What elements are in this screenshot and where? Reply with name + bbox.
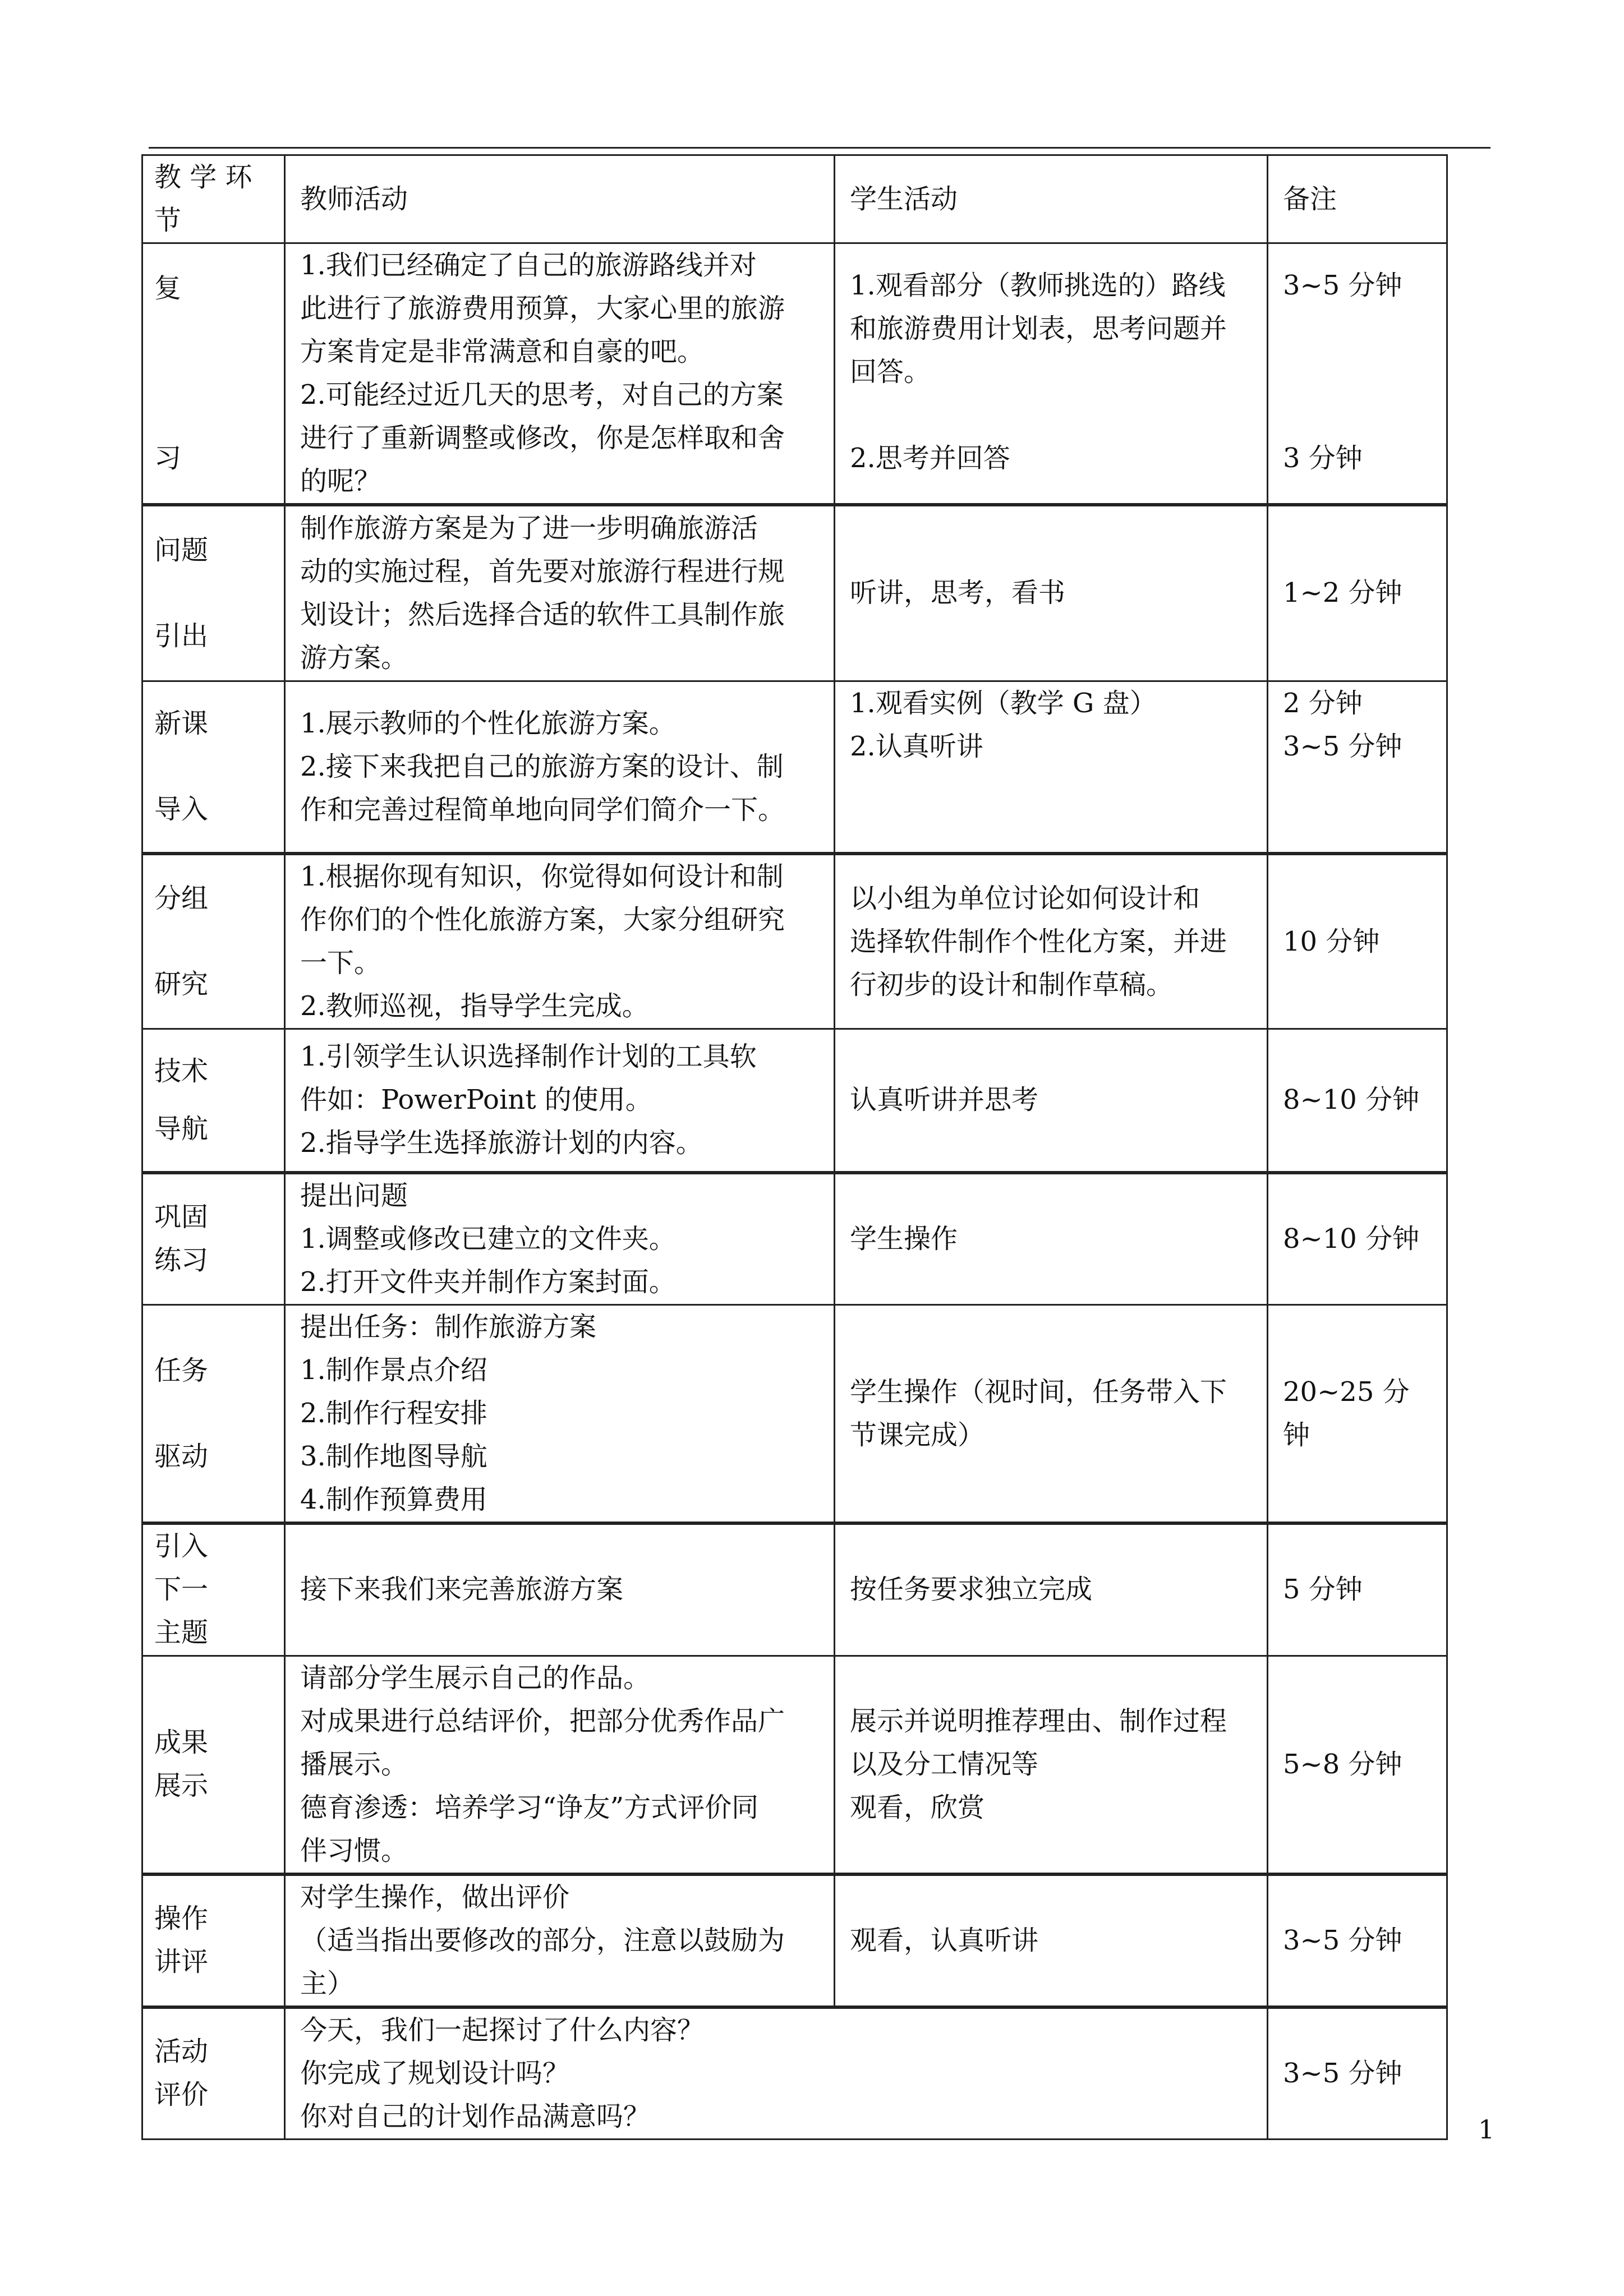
table-row — [142, 1305, 1447, 1524]
teacher-line: 播展示。 — [300, 1748, 408, 1780]
note-cell — [1268, 2007, 1447, 2140]
duration-text: 2 分钟 — [1283, 687, 1363, 719]
teacher-line: 你完成了规划设计吗？ — [300, 2057, 570, 2089]
header-student-cell — [835, 155, 1268, 243]
teacher-line: 德育渗透：培养学习“诤友”方式评价同 — [300, 1791, 759, 1823]
stage-label: 任务 — [154, 1354, 209, 1386]
stage-cell — [142, 1523, 285, 1656]
table-row — [142, 1874, 1447, 2007]
student-line: 认真听讲并思考 — [850, 1084, 1039, 1116]
teacher-cell — [285, 1874, 835, 2007]
stage-label: 评价 — [154, 2079, 209, 2111]
teacher-cell — [285, 854, 835, 1029]
teacher-line: 你对自己的计划作品满意吗？ — [300, 2100, 651, 2132]
teacher-cell — [285, 243, 835, 505]
teacher-line: （适当指出要修改的部分，注意以鼓励为 — [300, 1924, 785, 1956]
teacher-line: 1.制作景点介绍 — [300, 1354, 487, 1386]
duration-text: 1~2 分钟 — [1283, 577, 1402, 609]
student-line: 2.思考并回答 — [850, 442, 1010, 474]
stage-label: 导航 — [154, 1113, 209, 1145]
table-row — [142, 1029, 1447, 1173]
teacher-line: 1.根据你现有知识，你觉得如何设计和制 — [300, 861, 784, 892]
stage-label: 问题 — [154, 534, 209, 566]
teacher-line: 伴习惯。 — [300, 1834, 408, 1866]
teacher-line: 进行了重新调整或修改，你是怎样取和舍 — [300, 422, 785, 454]
header-student: 学生活动 — [850, 183, 958, 215]
teacher-line: 作和完善过程简单地向同学们简介一下。 — [300, 794, 785, 826]
stage-label: 练习 — [154, 1244, 209, 1276]
student-cell — [835, 505, 1268, 681]
teacher-line: 作你们的个性化旅游方案，大家分组研究 — [300, 904, 785, 935]
teacher-line: 游方案。 — [300, 642, 408, 674]
student-line: 学生操作 — [850, 1223, 958, 1255]
table-header-row — [142, 155, 1447, 243]
teacher-cell — [285, 1656, 835, 1874]
page-number: 1 — [1478, 2114, 1495, 2145]
teacher-line: 划设计；然后选择合适的软件工具制作旅 — [300, 598, 785, 630]
student-line: 行初步的设计和制作草稿。 — [850, 969, 1174, 1001]
duration-text: 3 分钟 — [1283, 442, 1363, 474]
stage-label: 成果 — [154, 1727, 209, 1758]
teacher-line: 2.指导学生选择旅游计划的内容。 — [300, 1127, 703, 1159]
table-row — [142, 854, 1447, 1029]
teacher-line: 方案肯定是非常满意和自豪的吧。 — [300, 336, 705, 367]
stage-label: 导入 — [154, 794, 209, 826]
teacher-line: 1.调整或修改已建立的文件夹。 — [300, 1223, 676, 1255]
stage-label: 研究 — [154, 969, 209, 1000]
student-line: 节课完成） — [850, 1419, 985, 1451]
stage-label: 引出 — [154, 620, 209, 652]
student-line: 观看，认真听讲 — [850, 1924, 1039, 1956]
stage-cell — [142, 1305, 285, 1524]
note-cell — [1268, 854, 1447, 1029]
note-cell — [1268, 1029, 1447, 1173]
table-row — [142, 681, 1447, 854]
note-cell — [1268, 505, 1447, 681]
duration-text: 3~5 分钟 — [1283, 730, 1402, 762]
stage-label: 技术 — [154, 1055, 209, 1087]
stage-label: 驱动 — [154, 1440, 209, 1472]
stage-cell — [142, 243, 285, 505]
stage-cell — [142, 1173, 285, 1305]
stage-label: 活动 — [154, 2036, 209, 2068]
table-row — [142, 2007, 1447, 2140]
teacher-line: 提出任务：制作旅游方案 — [300, 1311, 597, 1343]
student-line: 学生操作（视时间，任务带入下 — [850, 1376, 1227, 1408]
teacher-line: 动的实施过程，首先要对旅游行程进行规 — [300, 555, 785, 587]
duration-text: 8~10 分钟 — [1283, 1084, 1420, 1116]
table-row — [142, 1173, 1447, 1305]
note-cell — [1268, 1656, 1447, 1874]
note-cell — [1268, 243, 1447, 505]
stage-label: 主题 — [154, 1617, 209, 1649]
duration-text: 3~5 分钟 — [1283, 270, 1402, 301]
stage-label: 展示 — [154, 1770, 209, 1801]
teacher-line: 提出问题 — [300, 1179, 408, 1211]
header-teacher: 教师活动 — [300, 183, 408, 215]
header-note: 备注 — [1283, 183, 1337, 215]
stage-label: 复 — [154, 273, 182, 304]
student-cell — [835, 1523, 1268, 1656]
teacher-cell — [285, 1523, 835, 1656]
duration-text: 10 分钟 — [1283, 925, 1380, 957]
duration-text: 3~5 分钟 — [1283, 1924, 1402, 1956]
stage-cell — [142, 1874, 285, 2007]
teacher-line: 2.教师巡视，指导学生完成。 — [300, 990, 649, 1022]
teacher-line: 主） — [300, 1967, 355, 1999]
student-line: 选择软件制作个性化方案，并进 — [850, 925, 1227, 957]
teacher-line: 此进行了旅游费用预算，大家心里的旅游 — [300, 293, 785, 324]
student-line: 1.观看部分（教师挑选的）路线 — [850, 270, 1226, 301]
stage-label: 下一 — [154, 1574, 209, 1606]
teacher-line: 2.接下来我把自己的旅游方案的设计、制 — [300, 750, 784, 782]
student-line: 以及分工情况等 — [850, 1748, 1039, 1780]
stage-cell — [142, 681, 285, 854]
student-cell — [835, 243, 1268, 505]
teacher-line: 对成果进行总结评价，把部分优秀作品广 — [300, 1705, 785, 1737]
student-cell — [835, 681, 1268, 854]
teacher-line: 3.制作地图导航 — [300, 1441, 487, 1472]
teacher-cell — [285, 1305, 835, 1524]
student-line: 1.观看实例（教学 G 盘） — [850, 687, 1157, 719]
teacher-line: 一下。 — [300, 947, 381, 979]
student-cell — [835, 854, 1268, 1029]
teacher-line: 接下来我们来完善旅游方案 — [300, 1574, 624, 1606]
stage-label: 讲评 — [154, 1946, 209, 1977]
teacher-line: 今天，我们一起探讨了什么内容？ — [300, 2014, 705, 2046]
student-cell — [835, 1305, 1268, 1524]
teacher-line: 1.我们已经确定了自己的旅游路线并对 — [300, 250, 757, 281]
stage-label: 引入 — [154, 1530, 209, 1562]
student-line: 观看，欣赏 — [850, 1791, 985, 1823]
teacher-line: 制作旅游方案是为了进一步明确旅游活 — [300, 512, 758, 544]
header-note-cell — [1268, 155, 1447, 243]
student-cell — [835, 1656, 1268, 1874]
teacher-cell — [285, 2007, 1268, 2140]
duration-text: 5~8 分钟 — [1283, 1748, 1402, 1780]
table-row — [142, 243, 1447, 505]
teacher-line: 件如：PowerPoint 的使用。 — [300, 1084, 652, 1116]
header-stage-cell — [142, 155, 285, 243]
teacher-cell — [285, 1173, 835, 1305]
student-cell — [835, 1029, 1268, 1173]
student-line: 听讲，思考，看书 — [850, 577, 1066, 609]
table-row — [142, 1656, 1447, 1874]
stage-label: 新课 — [154, 708, 209, 740]
teacher-line: 2.打开文件夹并制作方案封面。 — [300, 1266, 676, 1298]
teacher-line: 1.引领学生认识选择制作计划的工具软 — [300, 1041, 757, 1073]
student-cell — [835, 1173, 1268, 1305]
note-cell — [1268, 1523, 1447, 1656]
stage-cell — [142, 505, 285, 681]
table-row — [142, 505, 1447, 681]
student-line: 2.认真听讲 — [850, 730, 983, 762]
duration-text: 8~10 分钟 — [1283, 1223, 1420, 1255]
duration-text: 20~25 分钟 — [1283, 1376, 1410, 1451]
stage-label: 习 — [154, 442, 182, 474]
student-line: 和旅游费用计划表，思考问题并 — [850, 313, 1227, 344]
note-cell — [1268, 1305, 1447, 1524]
table-row — [142, 1523, 1447, 1656]
teacher-line: 对学生操作，做出评价 — [300, 1881, 570, 1913]
teacher-line: 2.制作行程安排 — [300, 1398, 487, 1429]
stage-label: 操作 — [154, 1903, 209, 1934]
duration-text: 5 分钟 — [1283, 1574, 1363, 1606]
stage-label: 巩固 — [154, 1201, 209, 1233]
teacher-cell — [285, 681, 835, 854]
student-line: 展示并说明推荐理由、制作过程 — [850, 1705, 1227, 1737]
stage-cell — [142, 854, 285, 1029]
teacher-line: 2.可能经过近几天的思考，对自己的方案 — [300, 379, 784, 411]
teacher-cell — [285, 1029, 835, 1173]
note-cell — [1268, 1173, 1447, 1305]
student-line: 按任务要求独立完成 — [850, 1574, 1093, 1606]
student-line: 以小组为单位讨论如何设计和 — [850, 882, 1200, 914]
student-line: 回答。 — [850, 356, 931, 388]
stage-cell — [142, 2007, 285, 2140]
lesson-plan-table — [141, 154, 1448, 2140]
duration-text: 3~5 分钟 — [1283, 2057, 1402, 2089]
teacher-line: 请部分学生展示自己的作品。 — [300, 1662, 651, 1694]
header-teacher-cell — [285, 155, 835, 243]
teacher-line: 的呢？ — [300, 465, 381, 497]
student-cell — [835, 1874, 1268, 2007]
note-cell — [1268, 681, 1447, 854]
note-cell — [1268, 1874, 1447, 2007]
teacher-line: 4.制作预算费用 — [300, 1484, 487, 1515]
stage-cell — [142, 1656, 285, 1874]
teacher-cell — [285, 505, 835, 681]
stage-cell — [142, 1029, 285, 1173]
header-rule — [149, 147, 1490, 149]
header-stage: 教 学 环 节 — [154, 162, 261, 236]
teacher-line: 1.展示教师的个性化旅游方案。 — [300, 707, 676, 739]
stage-label: 分组 — [154, 883, 209, 914]
